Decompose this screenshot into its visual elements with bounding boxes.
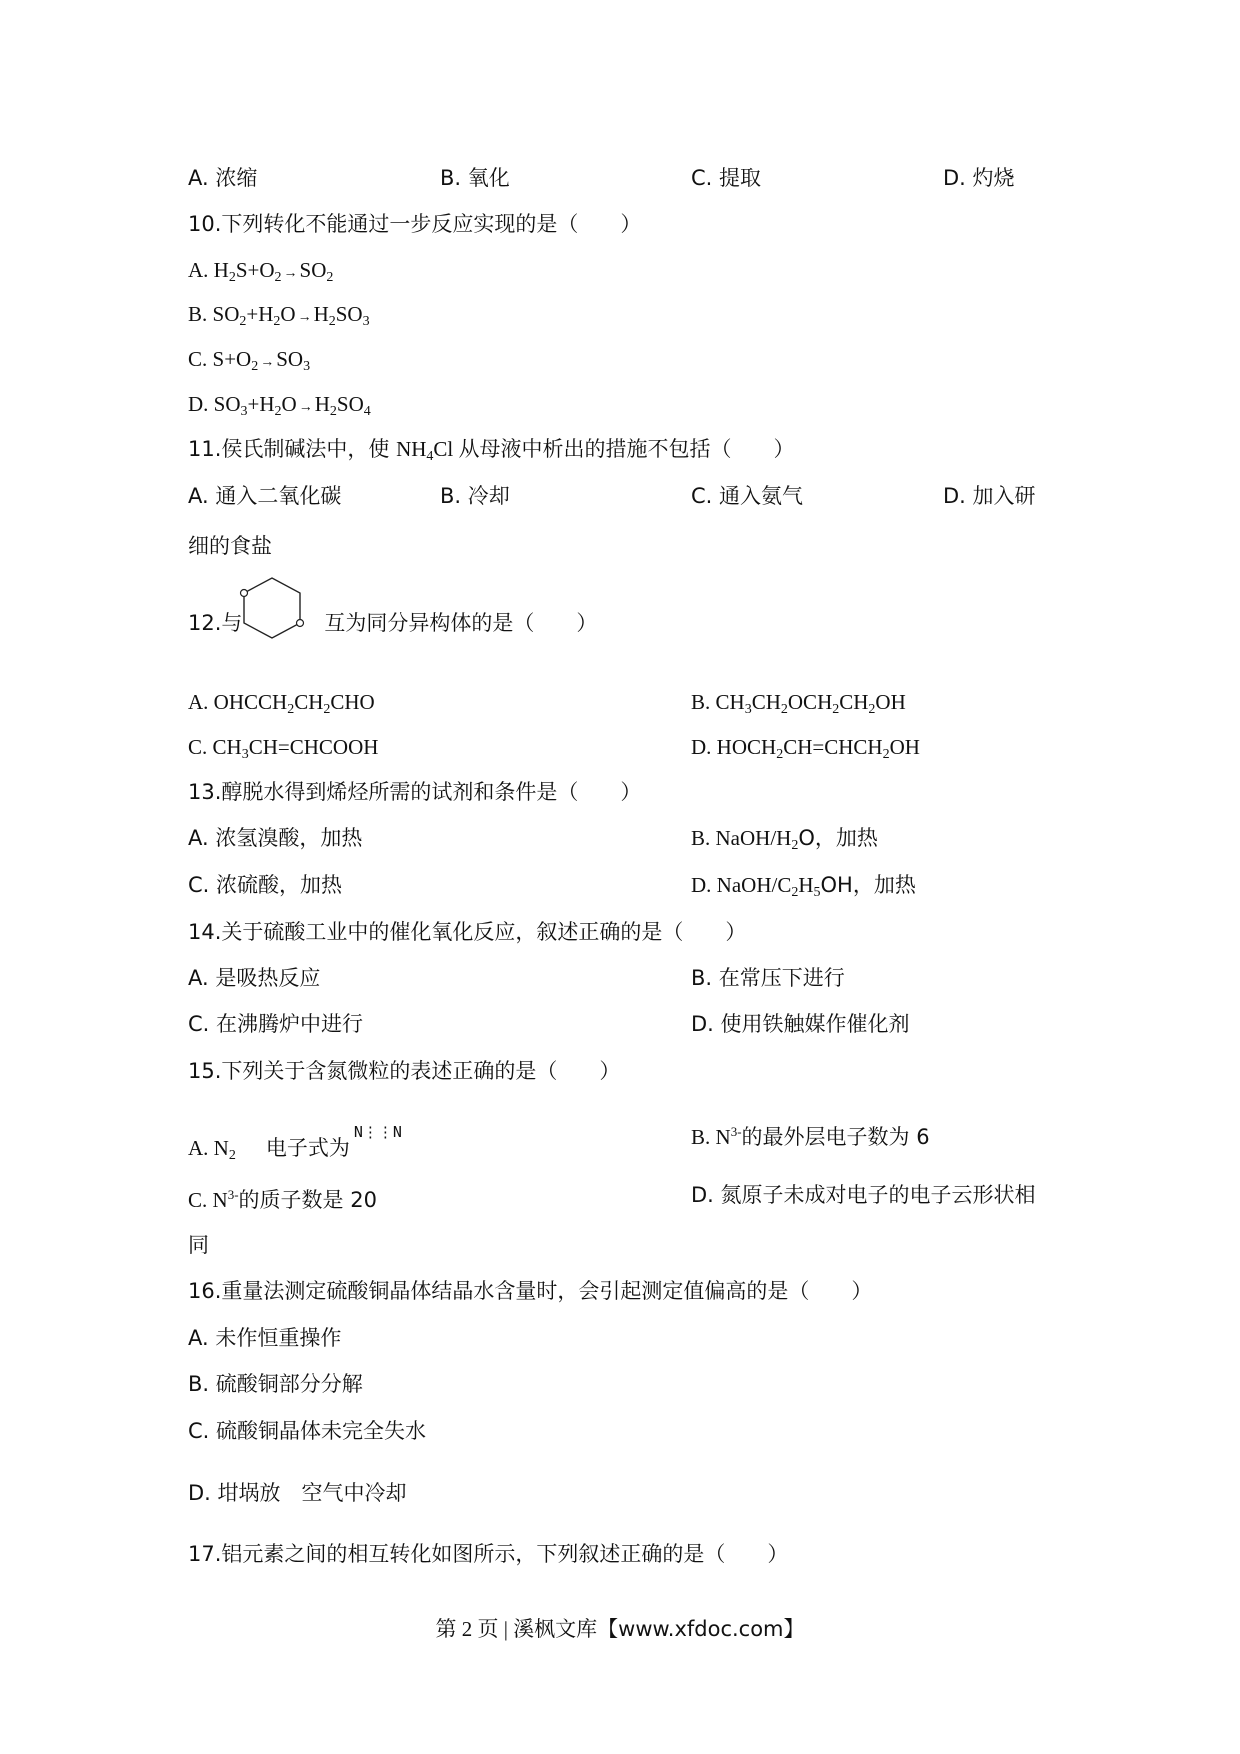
- q9-option-c: C. 提取: [691, 166, 762, 190]
- q14-option-a: A. 是吸热反应: [188, 966, 321, 990]
- page-footer: [0, 1613, 1240, 1643]
- q12-option-a: A. $OHCCH_2CH_2CHO$: [188, 690, 375, 717]
- q12-option-b: B. $CH_3CH_2OCH_2CH_2OH$: [691, 690, 906, 717]
- q15-option-a: A. $N_2$ 电子式为$^{N⋮⋮N}$: [188, 1123, 402, 1163]
- q12-c-label: C.: [188, 735, 213, 759]
- q10-option-a: A. $H_2S+O_2 \to SO_2$: [188, 258, 334, 285]
- q15-option-c: C. $N^{3-}$的质子数是 20: [188, 1187, 377, 1212]
- q15-b-pre: B. N: [691, 1125, 731, 1149]
- q10-option-c: C. $S+O_2 \to SO_3$: [188, 347, 311, 374]
- q11-stem-pre: 11.侯氏制碱法中，使: [188, 437, 397, 461]
- q12-option-d: D. $HOCH_2CH=CHCH_2OH$: [691, 735, 920, 762]
- q13-options-ab: [0, 824, 1240, 856]
- q14-options-cd: [0, 1010, 1240, 1042]
- q14-option-c: C. 在沸腾炉中进行: [188, 1012, 364, 1036]
- q12-options-cd: [0, 733, 1240, 765]
- q11-option-d-cont: 细的食盐: [188, 534, 272, 558]
- q15-c-pre: C. N: [188, 1188, 228, 1212]
- q13-option-c: C. 浓硫酸，加热: [188, 873, 343, 897]
- q9-option-b: B. 氧化: [440, 166, 510, 190]
- n2-electron-formula: N⋮⋮N: [353, 1123, 402, 1141]
- q15-option-d: D. 氮原子未成对电子的电子云形状相: [691, 1183, 1036, 1207]
- q10-d-label: D.: [188, 392, 214, 416]
- q12-options-ab: [0, 688, 1240, 720]
- q12-stem-post: 互为同分异构体的是（ ）: [324, 611, 598, 635]
- q16-option-b: B. 硫酸铜部分分解: [188, 1372, 363, 1396]
- q15-option-d-cont: 同: [188, 1233, 209, 1257]
- q15-stem: 15.下列关于含氮微粒的表述正确的是（ ）: [188, 1059, 621, 1083]
- q10-c-label: C.: [188, 347, 213, 371]
- q12-option-c: C. $CH_3CH=CHCOOH$: [188, 735, 379, 762]
- q11-option-b: B. 冷却: [440, 484, 510, 508]
- footer-page-label: 第 2 页 | 溪枫文库: [435, 1617, 598, 1641]
- q16-option-a: A. 未作恒重操作: [188, 1326, 342, 1350]
- q12-d-label: D.: [691, 735, 717, 759]
- q10-a-label: A.: [188, 258, 214, 282]
- q13-b-pre: B. NaOH/H: [691, 826, 792, 850]
- q14-option-b: B. 在常压下进行: [691, 966, 845, 990]
- q13-b-post: O，加热: [798, 826, 878, 850]
- q11-options: [0, 482, 1240, 514]
- q10-option-b: B. $SO_2+H_2O \to H_2SO_3$: [188, 302, 370, 329]
- q12-b-label: B.: [691, 690, 716, 714]
- q15-options-ab: [0, 1118, 1240, 1163]
- q13-option-a: A. 浓氢溴酸，加热: [188, 826, 363, 850]
- q16-stem: 16.重量法测定硫酸铜晶体结晶水含量时，会引起测定值偏高的是（ ）: [188, 1279, 873, 1303]
- q11-option-c: C. 通入氨气: [691, 484, 804, 508]
- q14-option-d: D. 使用铁触媒作催化剂: [691, 1012, 910, 1036]
- q13-d-mid: H: [798, 873, 814, 897]
- q13-stem: 13.醇脱水得到烯烃所需的试剂和条件是（ ）: [188, 780, 642, 804]
- footer-site-link[interactable]: 【www.xfdoc.com】: [597, 1617, 805, 1641]
- q16-option-c: C. 硫酸铜晶体未完全失水: [188, 1419, 427, 1443]
- q9-option-a: A. 浓缩: [188, 166, 258, 190]
- q13-options-cd: [0, 871, 1240, 903]
- q14-options-ab: [0, 964, 1240, 996]
- q15-a-pre: A. N: [188, 1136, 229, 1160]
- q10-option-d: D. $SO_3+H_2O \to H_2SO_4$: [188, 392, 371, 419]
- q13-d-pre: D. NaOH/C: [691, 873, 792, 897]
- q10-stem: 10.下列转化不能通过一步反应实现的是（ ）: [188, 212, 642, 236]
- q17-stem: 17.铝元素之间的相互转化如图所示，下列叙述正确的是（ ）: [188, 1542, 789, 1566]
- q11-option-d: D. 加入研: [943, 484, 1036, 508]
- q16-option-d: D. 坩埚放 空气中冷却: [188, 1481, 407, 1505]
- q11-stem-post: 从母液中析出的措施不包括（ ）: [458, 437, 795, 461]
- q10-b-label: B.: [188, 302, 213, 326]
- dioxane-structure-icon: [236, 574, 316, 646]
- q13-d-post: OH，加热: [820, 873, 916, 897]
- q15-options-cd: [0, 1181, 1240, 1213]
- q14-stem: 14.关于硫酸工业中的催化氧化反应，叙述正确的是（ ）: [188, 920, 747, 944]
- q13-option-d: D. NaOH/$C_2H_5OH$，加热: [691, 873, 916, 900]
- q15-b-post: 的最外层电子数为 6: [741, 1125, 930, 1149]
- q12-a-label: A.: [188, 690, 214, 714]
- q15-c-post: 的质子数是 20: [238, 1188, 377, 1212]
- q9-options: [0, 164, 1240, 196]
- q12-stem-pre: 12.与: [188, 611, 243, 635]
- q11-stem: 11.侯氏制碱法中，使 $NH_4Cl$ 从母液中析出的措施不包括（ ）: [188, 437, 795, 464]
- q9-option-d: D. 灼烧: [943, 166, 1015, 190]
- q15-option-b: B. $N^{3-}$的最外层电子数为 6: [691, 1124, 930, 1149]
- q15-a-post: 电子式为: [265, 1136, 350, 1160]
- q11-option-a: A. 通入二氧化碳: [188, 484, 342, 508]
- q13-option-b: B. NaOH/$H_2O$，加热: [691, 826, 878, 853]
